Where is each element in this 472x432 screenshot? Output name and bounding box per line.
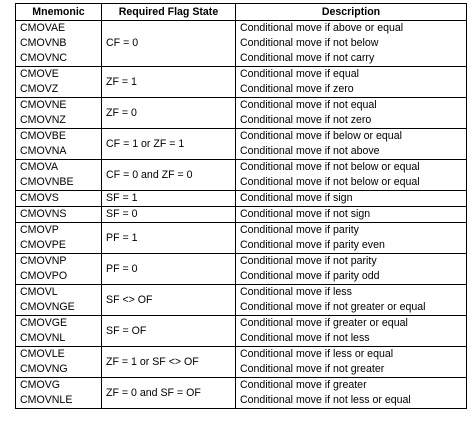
flag-state-text: ZF = 0 and SF = OF <box>106 386 201 399</box>
flag-state-text: SF = 1 <box>106 192 138 204</box>
flag-state-text: PF = 1 <box>106 231 138 244</box>
description-cell <box>236 378 467 409</box>
cmov-flag-table <box>15 3 467 409</box>
mnemonic-cell <box>16 378 102 409</box>
description-text: Conditional move if not parity <box>240 255 377 267</box>
header-description: Description <box>236 4 467 21</box>
mnemonic-cell <box>16 191 102 207</box>
flag-state-text: ZF = 0 <box>106 106 137 119</box>
flag-state-text: SF = OF <box>106 324 147 337</box>
description-text: Conditional move if not carry <box>240 52 375 64</box>
description-cell <box>236 129 467 160</box>
flag-state-cell <box>102 316 236 347</box>
mnemonic-cell <box>16 129 102 160</box>
description-cell <box>236 347 467 378</box>
description-cell <box>236 254 467 285</box>
description-cell <box>236 223 467 254</box>
table-row <box>16 254 467 285</box>
description-text: Conditional move if less or equal <box>240 348 394 360</box>
mnemonic-text: CMOVNS <box>20 208 67 220</box>
mnemonic-text: CMOVZ <box>20 83 59 95</box>
mnemonic-text: CMOVNLE <box>20 394 73 406</box>
flag-state-cell <box>102 285 236 316</box>
mnemonic-cell <box>16 207 102 223</box>
description-cell <box>236 67 467 98</box>
mnemonic-text: CMOVNE <box>20 99 67 111</box>
description-text: Conditional move if not less or equal <box>240 394 411 406</box>
mnemonic-text: CMOVE <box>20 68 59 80</box>
mnemonic-cell <box>16 160 102 191</box>
description-text: Conditional move if not zero <box>240 114 372 126</box>
flag-state-cell <box>102 191 236 207</box>
description-text: Conditional move if parity odd <box>240 270 380 282</box>
mnemonic-text: CMOVAE <box>20 22 66 34</box>
mnemonic-cell <box>16 223 102 254</box>
table-row <box>16 129 467 160</box>
description-text: Conditional move if not greater or equal <box>240 301 426 313</box>
mnemonic-text: CMOVS <box>20 192 59 204</box>
description-text: Conditional move if parity <box>240 224 359 236</box>
mnemonic-text: CMOVNP <box>20 255 67 267</box>
description-text: Conditional move if not below <box>240 37 379 49</box>
mnemonic-text: CMOVPE <box>20 239 66 251</box>
description-cell <box>236 21 467 67</box>
description-text: Conditional move if not below or equal <box>240 176 420 188</box>
mnemonic-cell <box>16 285 102 316</box>
table-row <box>16 207 467 223</box>
mnemonic-cell <box>16 21 102 67</box>
description-text: Conditional move if not greater <box>240 363 385 375</box>
description-text: Conditional move if greater or equal <box>240 317 408 329</box>
table-row <box>16 191 467 207</box>
flag-state-text: SF = 0 <box>106 208 138 220</box>
mnemonic-text: CMOVL <box>20 286 58 298</box>
flag-state-text: CF = 0 <box>106 37 139 49</box>
mnemonic-text: CMOVNB <box>20 37 67 49</box>
mnemonic-cell <box>16 254 102 285</box>
flag-state-cell <box>102 207 236 223</box>
description-cell <box>236 285 467 316</box>
mnemonic-text: CMOVNZ <box>20 114 66 126</box>
mnemonic-text: CMOVPO <box>20 270 68 282</box>
flag-state-cell <box>102 98 236 129</box>
table-row <box>16 160 467 191</box>
table-row <box>16 378 467 409</box>
description-text: Conditional move if above or equal <box>240 22 404 34</box>
mnemonic-cell <box>16 67 102 98</box>
flag-state-cell <box>102 254 236 285</box>
header-flag-state: Required Flag State <box>102 4 236 21</box>
mnemonic-text: CMOVNG <box>20 363 68 375</box>
mnemonic-cell <box>16 316 102 347</box>
table-header-row <box>16 4 467 21</box>
description-text: Conditional move if not equal <box>240 99 377 111</box>
description-text: Conditional move if not less <box>240 332 370 344</box>
mnemonic-text: CMOVNGE <box>20 301 75 313</box>
description-text: Conditional move if less <box>240 286 352 298</box>
description-cell <box>236 160 467 191</box>
flag-state-cell <box>102 67 236 98</box>
table-row <box>16 98 467 129</box>
description-cell <box>236 98 467 129</box>
mnemonic-cell <box>16 347 102 378</box>
table-row <box>16 316 467 347</box>
mnemonic-text: CMOVNA <box>20 145 67 157</box>
mnemonic-text: CMOVBE <box>20 130 66 142</box>
flag-state-cell <box>102 223 236 254</box>
flag-state-text: SF <> OF <box>106 293 153 306</box>
flag-state-text: CF = 1 or ZF = 1 <box>106 137 185 150</box>
table-row <box>16 21 467 67</box>
flag-state-text: CF = 0 and ZF = 0 <box>106 168 193 181</box>
mnemonic-cell <box>16 98 102 129</box>
flag-state-cell <box>102 129 236 160</box>
table-row <box>16 347 467 378</box>
table-row <box>16 285 467 316</box>
mnemonic-text: CMOVG <box>20 379 61 391</box>
flag-state-text: ZF = 1 or SF <> OF <box>106 355 199 368</box>
header-mnemonic: Mnemonic <box>16 4 102 21</box>
description-text: Conditional move if not sign <box>240 208 371 220</box>
mnemonic-text: CMOVNL <box>20 332 66 344</box>
mnemonic-text: CMOVGE <box>20 317 68 329</box>
flag-state-cell <box>102 347 236 378</box>
flag-state-cell <box>102 378 236 409</box>
flag-state-text: ZF = 1 <box>106 75 137 88</box>
description-cell <box>236 316 467 347</box>
table-row <box>16 223 467 254</box>
table-body <box>16 21 467 409</box>
table-row <box>16 67 467 98</box>
cmov-table-container <box>15 3 466 409</box>
description-cell <box>236 207 467 223</box>
mnemonic-text: CMOVP <box>20 224 59 236</box>
description-text: Conditional move if below or equal <box>240 130 402 142</box>
description-text: Conditional move if parity even <box>240 239 385 251</box>
flag-state-cell <box>102 160 236 191</box>
description-text: Conditional move if not above <box>240 145 380 157</box>
description-text: Conditional move if not below or equal <box>240 161 420 173</box>
mnemonic-text: CMOVNC <box>20 52 68 64</box>
description-cell <box>236 191 467 207</box>
flag-state-cell <box>102 21 236 67</box>
mnemonic-text: CMOVLE <box>20 348 65 360</box>
mnemonic-text: CMOVA <box>20 161 59 173</box>
description-text: Conditional move if equal <box>240 68 359 80</box>
description-text: Conditional move if greater <box>240 379 367 391</box>
mnemonic-text: CMOVNBE <box>20 176 74 188</box>
flag-state-text: PF = 0 <box>106 262 138 275</box>
description-text: Conditional move if sign <box>240 192 353 204</box>
description-text: Conditional move if zero <box>240 83 354 95</box>
